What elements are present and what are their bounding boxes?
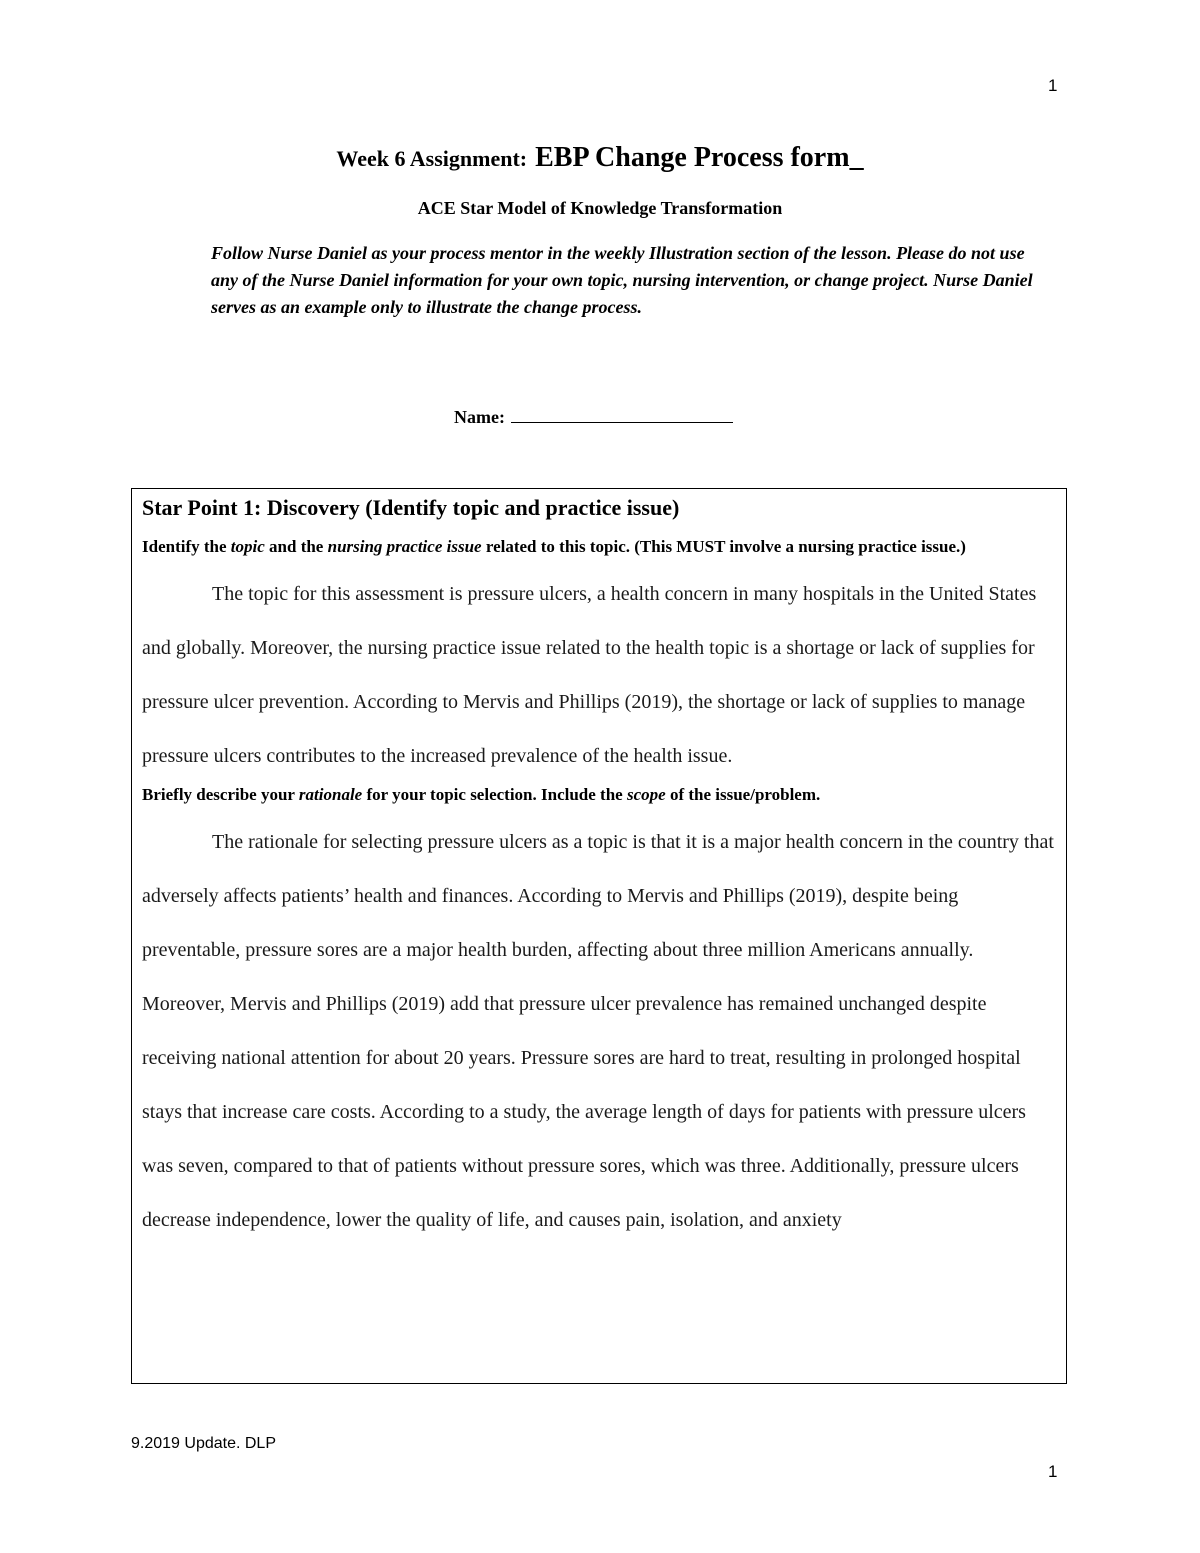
question-text: Briefly describe your [142,785,299,804]
name-label: Name: [454,407,505,427]
star-point-box [131,488,1067,1384]
instructions-paragraph: Follow Nurse Daniel as your process mentor in the weekly Illustration section of the lesson. Please do not use any of the Nurse Daniel information for your own topic, nursing intervention, or change project. Nurse Daniel serves as an example only to illustrate the change process. [211,243,1033,317]
footer-update-note: 9.2019 Update. DLP [131,1435,276,1452]
question-emphasis: topic [230,537,265,556]
question-text: Identify the [142,537,231,556]
question-emphasis: rationale [298,785,363,804]
answer-rationale: The rationale for selecting pressure ulcers as a topic is that it is a major health concern in the country that adversely affects patients’ health and finances. According to Mervis and Phillips (2019), despite being preventable, pressure sores are a major health burden, affecting about three million Americans annually. Moreover, Mervis and Phillips (2019) add that pressure ulcer prevalence has remained unchanged despite receiving national attention for about 20 years. Pressure sores are hard to treat, resulting in prolonged hospital stays that increase care costs. According to a study, the average length of days for patients with pressure ulcers was seven, compared to that of patients without pressure sores, which was three. Additionally, pressure ulcers decrease independence, lower the quality of life, and causes pain, isolation, and anxiety [142,831,1054,1231]
title-main: EBP Change Process form_ [535,142,864,173]
star-point-heading: Star Point 1: Discovery (Identify topic and practice issue) [142,495,680,520]
question-text: for your topic selection. Include the [362,785,627,804]
question-text: of the issue/problem. [665,785,821,804]
question-emphasis: nursing practice issue [327,537,482,556]
name-blank-line[interactable] [511,404,733,423]
question-topic [142,535,1056,559]
question-text: related to this topic. (This MUST involve a nursing practice issue.) [481,537,966,556]
question-rationale [142,783,1056,807]
question-text: and the [264,537,328,556]
name-field [454,404,733,428]
document-title [0,142,1200,174]
document-subtitle: ACE Star Model of Knowledge Transformation [417,198,783,218]
page-number-footer: 1 [1048,1462,1058,1481]
answer-topic: The topic for this assessment is pressure ulcers, a health concern in many hospitals in the United States and globally. Moreover, the nursing practice issue related to the health topic is a shortage or lack of supplies for pressure ulcer prevention. According to Mervis and Phillips (2019), the shortage or lack of supplies to manage pressure ulcers contributes to the increased prevalence of the health issue. [142,583,1037,767]
title-prefix: Week 6 Assignment: [336,146,528,171]
question-emphasis: scope [626,785,666,804]
page-number-header: 1 [1048,76,1058,95]
